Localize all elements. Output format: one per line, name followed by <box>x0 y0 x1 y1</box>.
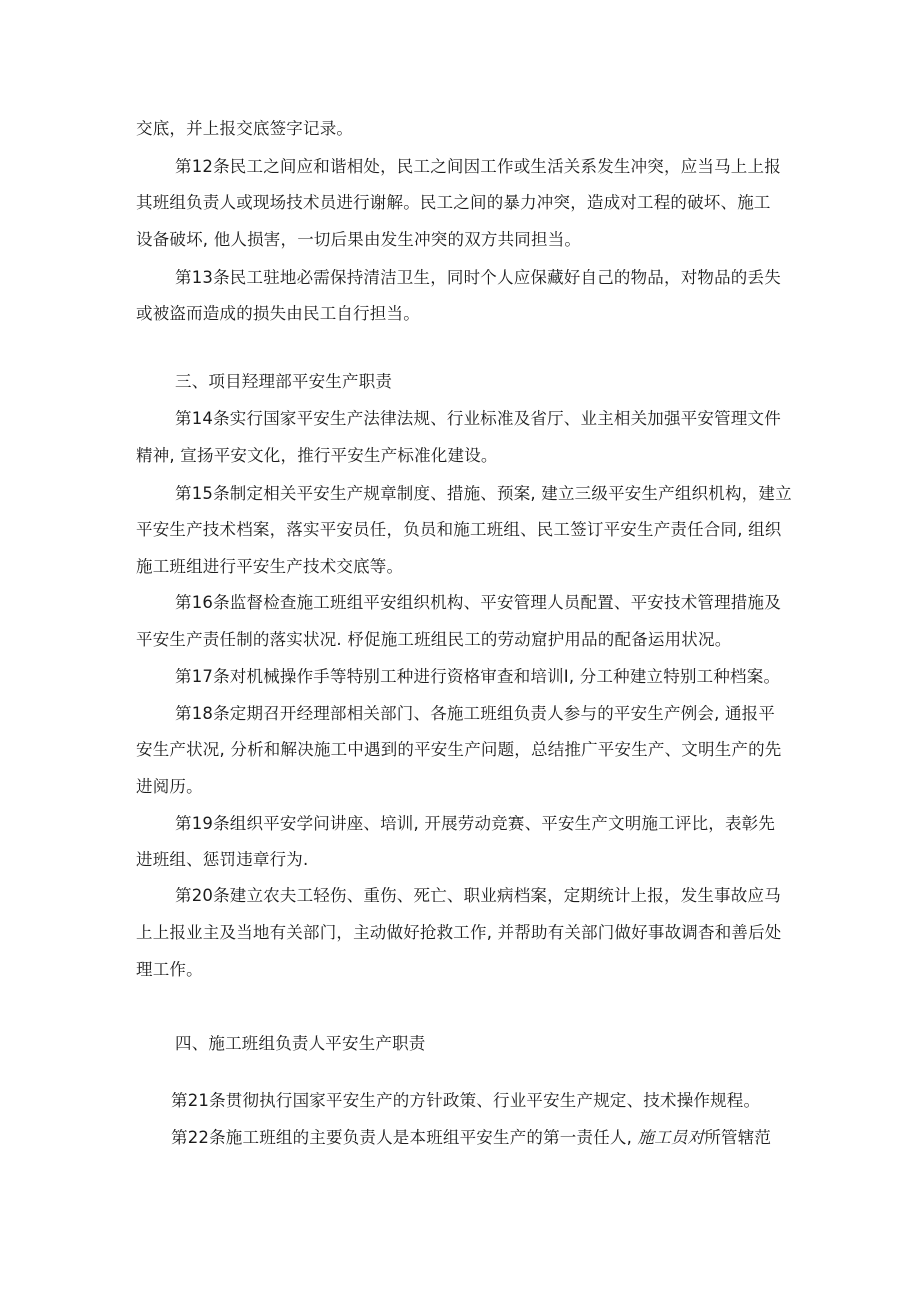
article-19: 第19条组织平安学问讲座、培训, 开展劳动竞赛、平安生产文明施工评比，表彰先 <box>175 814 776 833</box>
section-heading-4: 四、施工班组负责人平安生产职责 <box>175 1034 426 1053</box>
text-line: 交底，并上报交底签字记录。 <box>136 119 354 138</box>
text-line: 设备破坏, 他人损害，一切后果由发生冲突的双方共同担当。 <box>136 230 582 249</box>
text-line: 其班组负责人或现场技术员进行谢解。民工之间的暴力冲突，造成对工程的破坏、施工 <box>136 193 771 212</box>
text-line: 理工作。 <box>136 960 203 979</box>
text-line: 平安生产技术档案，落实平安员任，负员和施工班组、民工签订平安生产责任合同, 组织 <box>136 520 782 539</box>
article-16: 第16条监督检查施工班组平安组织机构、平安管理人员配置、平安技术管理措施及 <box>175 593 781 612</box>
text-line: 精神, 宣扬平安文化，推行平安生产标准化建设。 <box>136 446 498 465</box>
article-20: 第20条建立农夫工轻伤、重伤、死亡、职业病档案，定期统计上报，发生事故应马 <box>175 886 781 905</box>
article-22 <box>171 1127 771 1149</box>
text-normal: 第22条施工班组的主要负责人是本班组平安生产的第一责任人, <box>171 1128 638 1147</box>
article-21: 第21条贯彻执行国家平安生产的方针政策、行业平安生产规定、技术操作规程。 <box>171 1091 761 1110</box>
section-heading-3: 三、项目羟理部平安生产职责 <box>175 372 393 391</box>
article-15: 第15条制定相关平安生产规章制度、措施、预案, 建立三级平安生产组织机构，建立 <box>175 484 792 503</box>
text-line: 进班组、惩罚违章行为. <box>136 850 309 869</box>
text-line: 进阅历。 <box>136 777 203 796</box>
text-tail: 所管辖范 <box>704 1128 772 1147</box>
article-18: 第18条定期召开经理部相关部门、各施工班组负责人参与的平安生产例会, 通报平 <box>175 704 776 723</box>
text-line: 或被盗而造成的损失由民工自行担当。 <box>136 304 420 323</box>
article-14: 第14条实行国家平安生产法律法规、行业标准及省厅、业主相关加强平安管理文件 <box>175 409 781 428</box>
text-line: 平安生产责任制的落实状况. 杼促施工班组民工的劳动窟护用品的配备运用状况。 <box>136 630 732 649</box>
text-italic: 施工员对 <box>637 1128 705 1147</box>
article-12: 第12条民工之间应和谐相处，民工之间因工作或生活关系发生冲突，应当马上上报 <box>175 157 781 176</box>
text-line: 安生产状况, 分析和解决施工中遇到的平安生产问题，总结推广平安生产、文明生产的先 <box>136 740 782 759</box>
text-line: 施工班组进行平安生产技术交底等。 <box>136 557 404 576</box>
article-13: 第13条民工驻地必需保持清洁卫生，同时个人应保藏好自己的物品，对物品的丢失 <box>175 268 781 287</box>
article-17: 第17条对机械操作手等特别工种进行资格审查和培训I, 分工种建立特别工种档案。 <box>175 667 781 686</box>
text-line: 上上报业主及当地有关部门，主动做好抢救工作, 并帮助有关部门做好事故调杳和善后处 <box>136 923 782 942</box>
